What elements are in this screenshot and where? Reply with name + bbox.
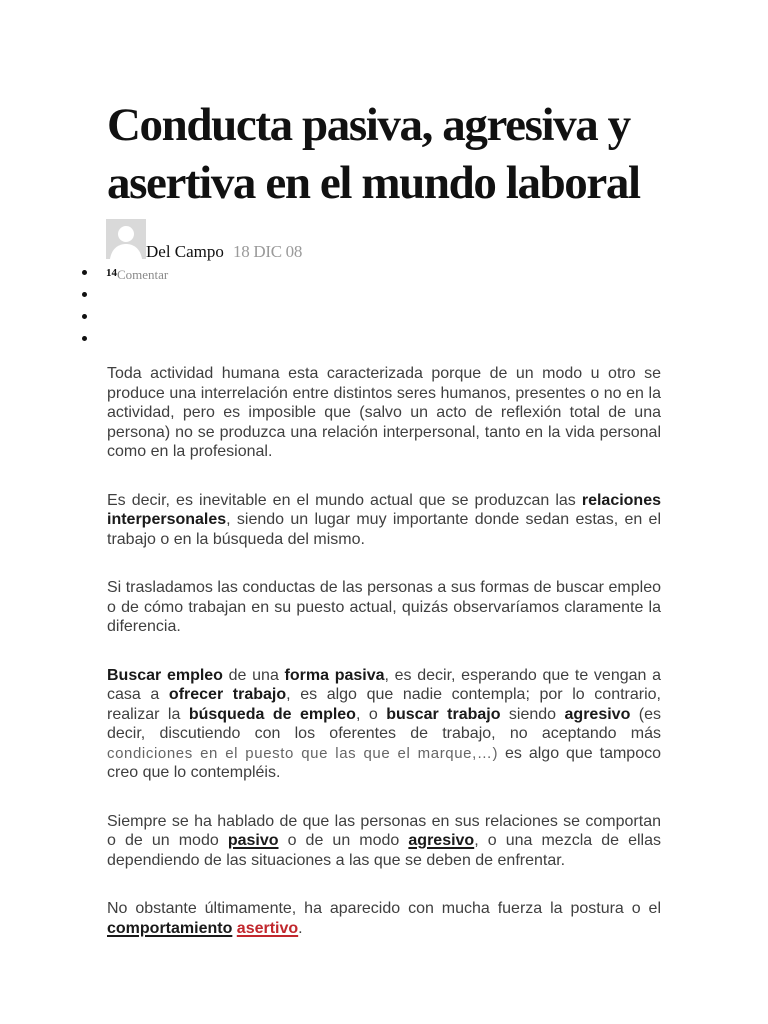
pasivo-link[interactable]: pasivo — [227, 832, 279, 849]
comment-list-item[interactable] — [82, 262, 168, 284]
bold-term: ofrecer trabajo — [168, 686, 287, 703]
agresivo-link[interactable]: agresivo — [408, 832, 475, 849]
bullet-icon — [82, 314, 87, 319]
paragraph-6 — [107, 899, 661, 938]
post-date: 18 DIC 08 — [233, 242, 303, 261]
text-span: , es decir, esperando que te vengan a casa a — [107, 666, 662, 703]
text-span: Es decir, es inevitable en el mundo actual que se produzcan las — [107, 491, 582, 509]
author-name[interactable]: Del Campo — [146, 242, 224, 261]
article-title: Conducta pasiva, agresiva y asertiva en el mundo laboral — [107, 99, 640, 209]
bold-term: búsqueda de empleo — [188, 705, 356, 723]
bold-term: agresivo — [564, 705, 631, 723]
bold-term: relaciones interpersonales — [107, 491, 661, 528]
list-item — [82, 284, 168, 306]
text-span: , o una mezcla de ellas dependiendo de las situaciones a las que se deben de enfrentar. — [107, 832, 661, 869]
text-span: es algo que tampoco creo que lo contempléis. — [107, 744, 661, 781]
bullet-icon — [82, 292, 87, 297]
comment-link[interactable]: Comentar — [117, 267, 169, 282]
text-span: . — [298, 919, 303, 937]
list-item — [82, 306, 168, 328]
comment-count: 14 — [106, 267, 117, 279]
bullet-icon — [82, 336, 87, 341]
text-span: Siempre se ha hablado de que las personas en sus relaciones se comportan o de un modo — [107, 812, 661, 849]
paragraph-5 — [107, 812, 661, 871]
user-avatar-icon — [106, 219, 146, 259]
bold-term: buscar trabajo — [386, 705, 501, 723]
text-span: de una — [222, 666, 285, 684]
text-span: o de un modo — [278, 832, 409, 849]
paragraph-4 — [107, 666, 661, 783]
text-span: condiciones en el puesto que las que el marque,…) — [107, 744, 499, 762]
article-meta-list — [82, 262, 168, 350]
paragraph-3: Si trasladamos las conductas de las personas a sus formas de buscar empleo o de cómo trabajan en su puesto actual, quizás observaríamos claramente la diferencia. — [107, 579, 661, 635]
article-body — [107, 364, 661, 938]
bold-term: forma pasiva — [284, 666, 385, 684]
list-item — [82, 328, 168, 350]
comportamiento-link[interactable]: comportamiento — [107, 919, 233, 937]
paragraph-2 — [107, 491, 661, 550]
text-span: (es decir, discutiendo con los oferentes de trabajo, no aceptando más — [107, 705, 662, 742]
text-span: , es algo que nadie contempla; por lo contrario, realizar la — [107, 686, 661, 723]
text-span: , o — [355, 705, 387, 723]
bullet-icon — [82, 270, 87, 275]
text-span: , siendo un lugar muy importante donde sedan estas, en el trabajo o en la búsqueda del mismo. — [107, 511, 661, 548]
asertivo-link[interactable]: asertivo — [236, 919, 299, 937]
avatar[interactable] — [106, 219, 146, 259]
text-span: No obstante últimamente, ha aparecido con mucha fuerza la postura o el — [107, 900, 661, 917]
bold-term: Buscar empleo — [107, 666, 223, 684]
text-span: siendo — [500, 705, 565, 723]
paragraph-1: Toda actividad humana esta caracterizada porque de un modo u otro se produce una interrelación entre distintos seres humanos, presentes o no en la actividad, pero es imposible que (salvo un acto de reflexión total de una persona) no se produzca una relación interpersonal, tanto en la vida personal como en la profesional. — [107, 365, 661, 460]
